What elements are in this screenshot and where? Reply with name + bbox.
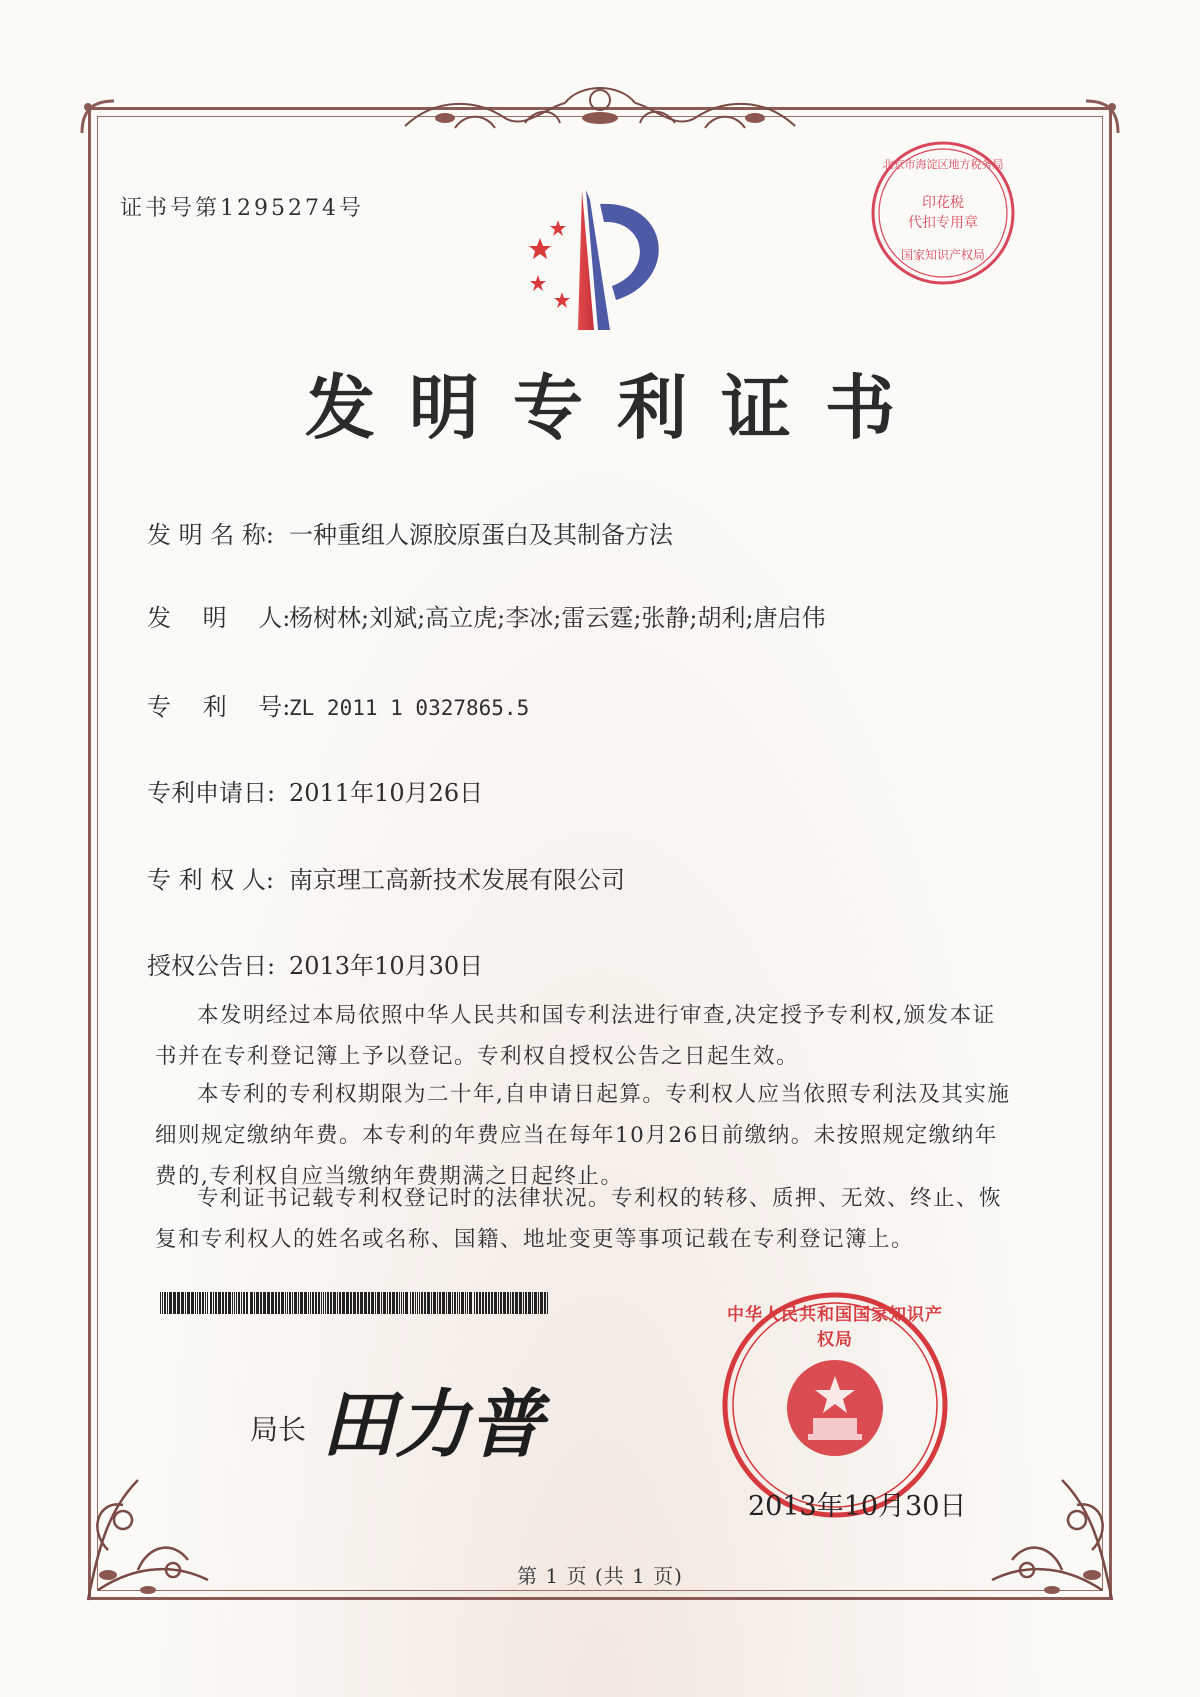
barcode-bar xyxy=(232,1292,233,1314)
statement-paragraph-3: 专利证书记载专利权登记时的法律状况。专利权的转移、质押、无效、终止、恢复和专利权人的姓名或名称、国籍、地址变更等事项记载在专利登记簿上。 xyxy=(155,1186,1003,1252)
barcode-bar xyxy=(160,1292,161,1314)
barcode-bar xyxy=(315,1292,317,1314)
barcode-bar xyxy=(169,1292,172,1314)
barcode-bar xyxy=(321,1292,322,1314)
field-label: 专 利 号: xyxy=(147,693,291,721)
barcode-bar xyxy=(357,1292,359,1314)
barcode-bar xyxy=(207,1292,208,1314)
barcode-bar xyxy=(469,1292,472,1314)
barcode-bar xyxy=(491,1292,493,1314)
field-label: 专利申请日: xyxy=(147,779,276,807)
barcode-bar xyxy=(294,1292,297,1314)
barcode-bar xyxy=(298,1292,299,1314)
barcode-bar xyxy=(228,1292,231,1314)
barcode-bar xyxy=(254,1292,255,1314)
barcode-bar xyxy=(467,1292,468,1314)
barcode-bar xyxy=(234,1292,235,1314)
barcode-bar xyxy=(285,1292,286,1314)
barcode-bar xyxy=(419,1292,420,1314)
statement-paragraph-2: 本专利的专利权期限为二十年,自申请日起算。专利权人应当依照专利法及其实施细则规定缴纳年费。本专利的年费应当在每年10月26日前缴纳。未按照规定缴纳年费的,专利权自应当缴纳年费期满之日起终止。 xyxy=(155,1082,1011,1189)
barcode-bar xyxy=(424,1292,426,1314)
field-value: 杨树林;刘斌;高立虎;李冰;雷云霆;张静;胡利;唐启伟 xyxy=(289,604,826,632)
barcode-bar xyxy=(323,1292,324,1314)
signature-text: 田力普 xyxy=(321,1382,543,1468)
barcode-bar xyxy=(381,1292,382,1314)
barcode-bar xyxy=(371,1292,374,1314)
barcode-bar xyxy=(281,1292,284,1314)
barcode-bar xyxy=(461,1292,464,1314)
barcode-bar xyxy=(333,1292,336,1314)
barcode-bar xyxy=(330,1292,332,1314)
corner-ornament-top-right-icon xyxy=(1082,97,1122,137)
barcode-bar xyxy=(346,1292,349,1314)
barcode-bar xyxy=(327,1292,329,1314)
barcode-bar xyxy=(454,1292,456,1314)
barcode-bar xyxy=(401,1292,402,1314)
barcode-bar xyxy=(339,1292,341,1314)
field-label: 发 明 名 称: xyxy=(147,521,274,549)
barcode-bar xyxy=(210,1292,212,1314)
barcode-bar xyxy=(364,1292,367,1314)
barcode-bar xyxy=(278,1292,280,1314)
barcode-bar xyxy=(246,1292,248,1314)
barcode-bar xyxy=(167,1292,168,1314)
barcode-bar xyxy=(503,1292,506,1314)
barcode-bar xyxy=(494,1292,497,1314)
certificate-number: 证书号第1295274号 xyxy=(120,196,364,221)
barcode-bar xyxy=(544,1292,546,1314)
barcode-bar xyxy=(528,1292,531,1314)
barcode-bar xyxy=(236,1292,237,1314)
barcode-bar xyxy=(399,1292,400,1314)
barcode-bar xyxy=(538,1292,539,1314)
barcode-bar xyxy=(525,1292,527,1314)
barcode-bar xyxy=(375,1292,376,1314)
barcode-bar xyxy=(547,1292,548,1314)
barcode-bar xyxy=(410,1292,411,1314)
barcode-bar xyxy=(488,1292,490,1314)
barcode-bar xyxy=(260,1292,262,1314)
barcode-bar xyxy=(350,1292,352,1314)
field-grant-date xyxy=(147,946,483,981)
barcode-bar xyxy=(437,1292,438,1314)
barcode-bar xyxy=(510,1292,511,1314)
field-inventors xyxy=(147,598,826,633)
barcode-bar xyxy=(222,1292,224,1314)
barcode-bar xyxy=(263,1292,266,1314)
barcode-bar xyxy=(187,1292,190,1314)
barcode-bar xyxy=(271,1292,274,1314)
barcode-bar xyxy=(476,1292,478,1314)
barcode-bar xyxy=(360,1292,363,1314)
barcode-bar xyxy=(482,1292,484,1314)
barcode-bar xyxy=(304,1292,307,1314)
barcode-bar xyxy=(213,1292,214,1314)
field-value: ZL 2011 1 0327865.5 xyxy=(289,696,530,720)
barcode-bar xyxy=(387,1292,388,1314)
barcode-bar xyxy=(519,1292,522,1314)
barcode-bar xyxy=(267,1292,270,1314)
field-application-date xyxy=(147,773,483,808)
barcode-bar xyxy=(199,1292,201,1314)
barcode-bar xyxy=(218,1292,221,1314)
barcode-bar xyxy=(377,1292,380,1314)
page-number: 第 1 页 (共 1 页) xyxy=(517,1564,683,1588)
patent-office-logo-icon xyxy=(520,190,690,340)
barcode-bar xyxy=(479,1292,481,1314)
top-ornament-icon xyxy=(395,78,805,140)
barcode-bar xyxy=(312,1292,314,1314)
barcode-bar xyxy=(452,1292,453,1314)
field-label: 专 利 权 人: xyxy=(147,866,274,894)
barcode-bar xyxy=(177,1292,180,1314)
barcode-bar xyxy=(427,1292,430,1314)
tax-seal xyxy=(868,138,1018,288)
barcode-bar xyxy=(412,1292,414,1314)
barcode-bar xyxy=(310,1292,311,1314)
barcode-bar xyxy=(512,1292,514,1314)
barcode-bar xyxy=(181,1292,184,1314)
barcode-bar xyxy=(403,1292,404,1314)
barcode-bar xyxy=(195,1292,196,1314)
tax-seal-bottom-text: 国家知识产权局 xyxy=(900,248,985,262)
tax-seal-center-text-2: 代扣专用章 xyxy=(908,215,978,231)
national-seal-text: 中华人民共和国国家知识产权局 xyxy=(727,1305,943,1350)
barcode-bar xyxy=(415,1292,416,1314)
barcode-bar xyxy=(342,1292,345,1314)
barcode-bar xyxy=(225,1292,227,1314)
field-value: 南京理工高新技术发展有限公司 xyxy=(289,866,625,894)
barcode-bar xyxy=(431,1292,432,1314)
field-value: 一种重组人源胶原蛋白及其制备方法 xyxy=(289,521,673,549)
barcode-bar xyxy=(289,1292,291,1314)
barcode-bar xyxy=(287,1292,288,1314)
barcode-bar xyxy=(205,1292,206,1314)
barcode-bar xyxy=(337,1292,338,1314)
field-invention-name xyxy=(147,515,673,550)
barcode-bar xyxy=(164,1292,166,1314)
barcode-bar xyxy=(250,1292,253,1314)
barcode-bar xyxy=(465,1292,466,1314)
barcode-bar xyxy=(162,1292,163,1314)
barcode-bar xyxy=(318,1292,320,1314)
director-signature xyxy=(315,1370,575,1480)
statement-paragraph-1: 本发明经过本局依照中华人民共和国专利法进行审查,决定授予专利权,颁发本证书并在专利登记簿上予以登记。专利权自授权公告之日起生效。 xyxy=(155,1003,996,1069)
barcode-bar xyxy=(238,1292,240,1314)
barcode-bar xyxy=(532,1292,533,1314)
barcode-bar xyxy=(439,1292,441,1314)
barcode-bar xyxy=(405,1292,408,1314)
tax-seal-outer-text: 北京市海淀区地方税务局 xyxy=(882,158,1004,171)
barcode-bar xyxy=(498,1292,499,1314)
grant-date: 2013年10月30日 xyxy=(748,1491,967,1522)
barcode-bar xyxy=(523,1292,524,1314)
field-value: 2013年10月30日 xyxy=(289,952,484,980)
barcode-bar xyxy=(457,1292,458,1314)
barcode-bar xyxy=(500,1292,502,1314)
barcode-bar xyxy=(275,1292,277,1314)
barcode-bar xyxy=(392,1292,395,1314)
corner-ornament-top-left-icon xyxy=(78,97,118,137)
barcode-bar xyxy=(215,1292,217,1314)
barcode-bar xyxy=(185,1292,186,1314)
tax-seal-center-text-1: 印花税 xyxy=(922,195,964,211)
field-value: 2011年10月26日 xyxy=(289,779,484,807)
director-label: 局长 xyxy=(250,1413,307,1446)
barcode-bar xyxy=(191,1292,194,1314)
barcode-bar xyxy=(353,1292,356,1314)
barcode-bar xyxy=(292,1292,293,1314)
barcode-bar xyxy=(308,1292,309,1314)
barcode-bar xyxy=(383,1292,386,1314)
barcode-bar xyxy=(442,1292,445,1314)
barcode-icon xyxy=(160,1292,550,1314)
barcode-bar xyxy=(197,1292,198,1314)
barcode-bar xyxy=(474,1292,475,1314)
barcode-bar xyxy=(485,1292,487,1314)
field-label: 发 明 人: xyxy=(147,604,291,632)
barcode-bar xyxy=(446,1292,447,1314)
barcode-bar xyxy=(448,1292,451,1314)
barcode-bar xyxy=(256,1292,259,1314)
barcode-bar xyxy=(389,1292,391,1314)
barcode-bar xyxy=(368,1292,370,1314)
field-patent-number xyxy=(147,687,529,722)
barcode-bar xyxy=(507,1292,509,1314)
barcode-bar xyxy=(515,1292,518,1314)
barcode-bar xyxy=(300,1292,303,1314)
field-patentee xyxy=(147,860,625,895)
barcode-bar xyxy=(459,1292,460,1314)
barcode-bar xyxy=(417,1292,418,1314)
certificate-title: 发明专利证书 xyxy=(305,366,929,449)
barcode-bar xyxy=(433,1292,436,1314)
field-label: 授权公告日: xyxy=(147,952,276,980)
barcode-bar xyxy=(173,1292,176,1314)
barcode-bar xyxy=(325,1292,326,1314)
barcode-bar xyxy=(540,1292,543,1314)
barcode-bar xyxy=(202,1292,204,1314)
barcode-bar xyxy=(421,1292,423,1314)
barcode-bar xyxy=(241,1292,242,1314)
barcode-bar xyxy=(534,1292,537,1314)
barcode-bar xyxy=(243,1292,245,1314)
barcode-bar xyxy=(396,1292,398,1314)
